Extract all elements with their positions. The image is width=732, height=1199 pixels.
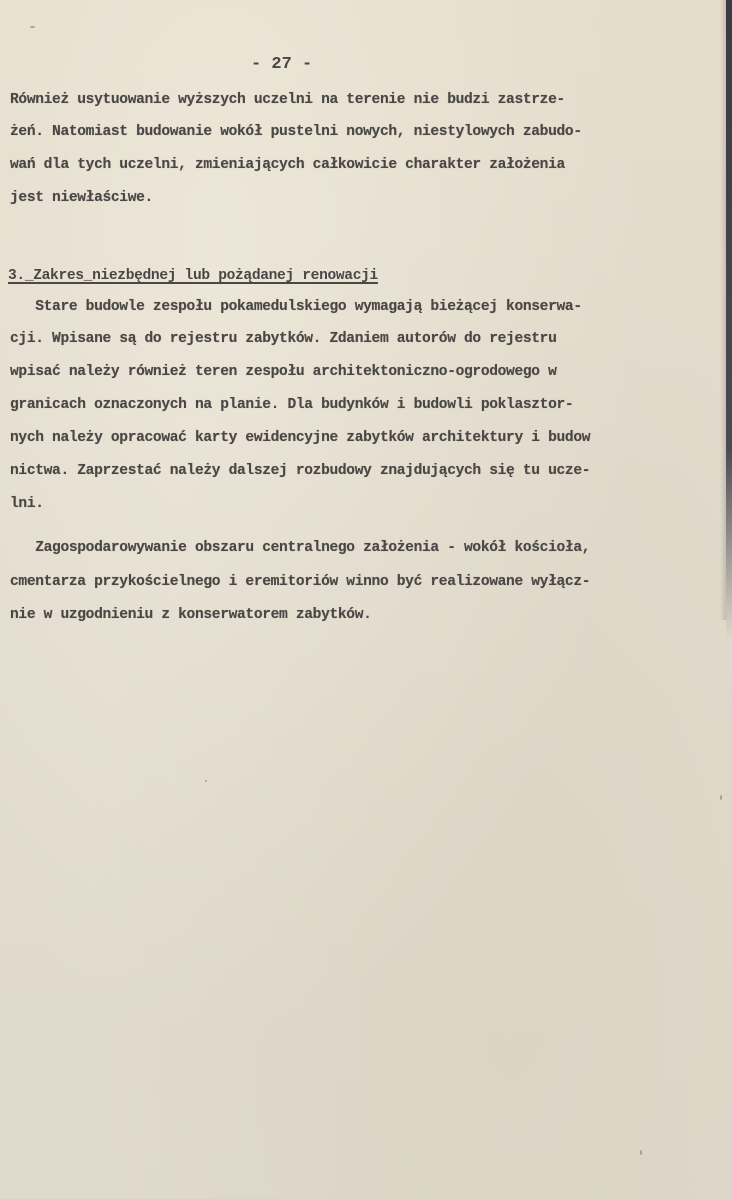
text-line: lni. [10, 496, 44, 512]
section-heading: 3._Zakres_niezbędnej lub pożądanej renowacji [8, 268, 378, 284]
text-line: nictwa. Zaprzestać należy dalszej rozbudowy znajdujących się tu ucze- [10, 463, 591, 479]
text-line: granicach oznaczonych na planie. Dla budynków i budowli poklasztor- [10, 397, 574, 413]
paper-speck [205, 780, 207, 782]
text-line: wpisać należy również teren zespołu architektoniczno-ogrodowego w [10, 364, 557, 380]
paper-speck [30, 26, 35, 28]
text-line: Stare budowle zespołu pokamedulskiego wymagają bieżącej konserwa- [10, 299, 582, 315]
page-number: - 27 - [251, 55, 313, 74]
text-line: jest niewłaściwe. [10, 190, 153, 206]
text-line: Również usytuowanie wyższych uczelni na terenie nie budzi zastrze- [10, 92, 565, 108]
text-line: żeń. Natomiast budowanie wokół pustelni nowych, niestylowych zabudo- [10, 124, 582, 140]
text-line: Zagospodarowywanie obszaru centralnego założenia - wokół kościoła, [10, 540, 591, 556]
text-line: nie w uzgodnieniu z konserwatorem zabytków. [10, 607, 372, 623]
text-line: nych należy opracować karty ewidencyjne zabytków architektury i budow [10, 430, 591, 446]
text-line: wań dla tych uczelni, zmieniających całkowicie charakter założenia [10, 157, 565, 173]
paper-speck [640, 1150, 642, 1155]
text-line: cmentarza przykościelnego i eremitoriów winno być realizowane wyłącz- [10, 574, 591, 590]
paper-speck [720, 795, 722, 800]
text-line: cji. Wpisane są do rejestru zabytków. Zdaniem autorów do rejestru [10, 331, 557, 347]
page-edge-border [726, 0, 732, 640]
